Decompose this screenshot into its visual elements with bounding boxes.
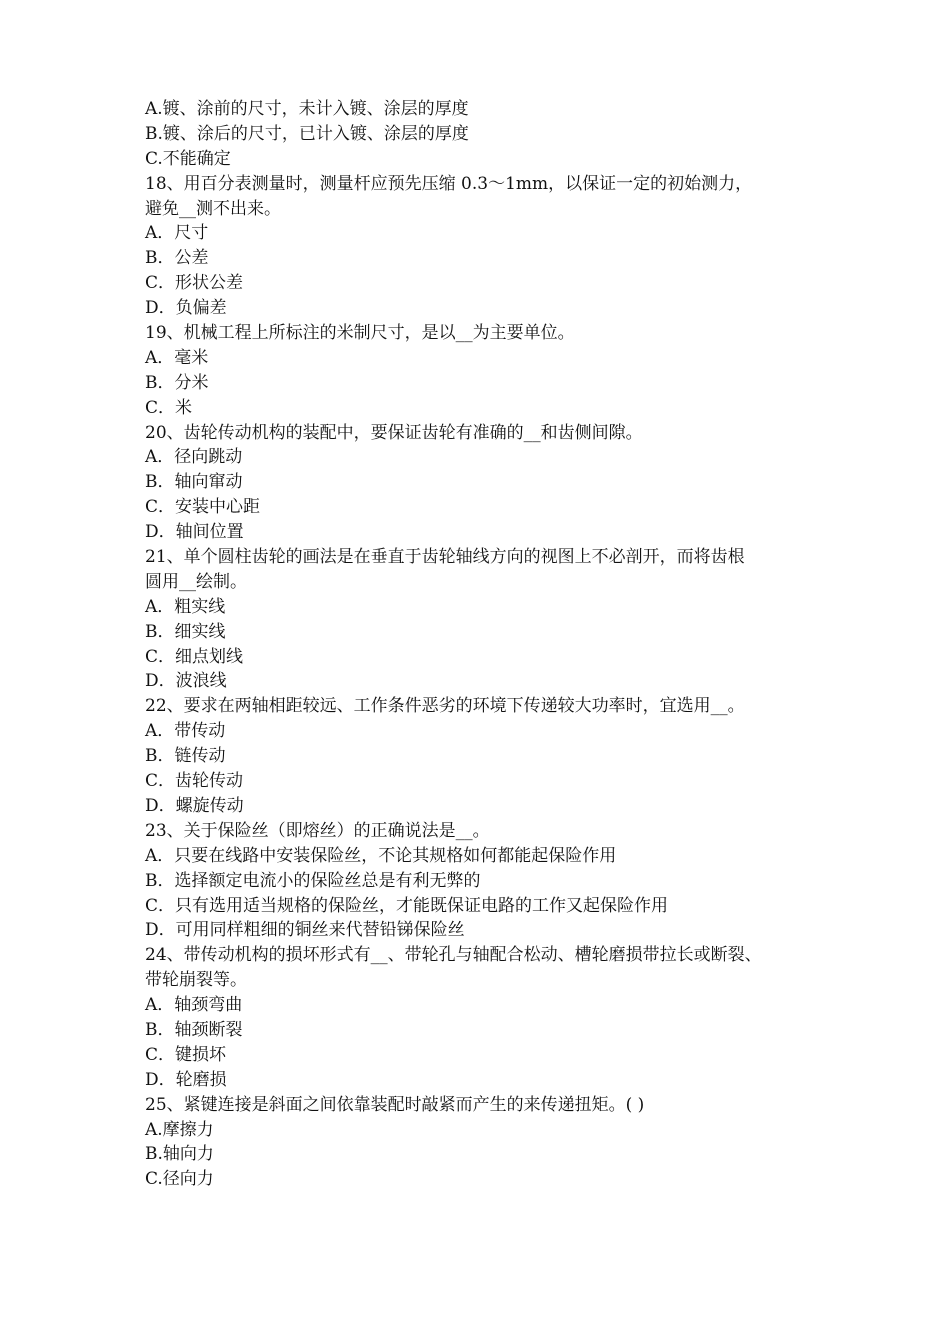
question-25: 25、紧键连接是斜面之间依靠装配时敲紧而产生的来传递扭矩。( ) [145, 1094, 645, 1115]
option-line: A．只要在线路中安装保险丝，不论其规格如何都能起保险作用 [145, 845, 617, 866]
option-line: C．形状公差 [145, 273, 244, 294]
option-line: D．可用同样粗细的铜丝来代替铅锑保险丝 [145, 920, 465, 941]
option-line: B．公差 [145, 248, 209, 269]
question-24-line-1: 24、带传动机构的损坏形式有__、带轮孔与轴配合松动、槽轮磨损带拉长或断裂、 [145, 945, 762, 966]
question-21-line-1: 21、单个圆柱齿轮的画法是在垂直于齿轮轴线方向的视图上不必剖开，而将齿根 [145, 547, 745, 568]
option-line: C．米 [145, 397, 193, 418]
option-line: C．细点划线 [145, 646, 244, 667]
option-line: C．安装中心距 [145, 497, 261, 518]
option-line: A．尺寸 [145, 223, 209, 244]
question-23: 23、关于保险丝（即熔丝）的正确说法是__。 [145, 820, 490, 841]
option-line: B．轴颈断裂 [145, 1019, 243, 1040]
question-20: 20、齿轮传动机构的装配中，要保证齿轮有准确的__和齿侧间隙。 [145, 422, 643, 443]
option-line: A．轴颈弯曲 [145, 995, 243, 1016]
option-line: C.不能确定 [145, 148, 231, 169]
option-line: C．键损坏 [145, 1044, 227, 1065]
option-line: B.轴向力 [145, 1144, 214, 1165]
option-line: C.径向力 [145, 1169, 214, 1190]
question-18-line-2: 避免__测不出来。 [145, 198, 281, 219]
option-line: D．轴间位置 [145, 522, 244, 543]
question-18-line-1: 18、用百分表测量时，测量杆应预先压缩 0.3～1mm，以保证一定的初始测力， [145, 173, 753, 194]
question-24-line-2: 带轮崩裂等。 [145, 970, 247, 991]
option-line: A.摩擦力 [145, 1119, 214, 1140]
option-line: A.镀、涂前的尺寸，未计入镀、涂层的厚度 [145, 99, 469, 119]
option-line: D．负偏差 [145, 298, 227, 319]
option-line: D．波浪线 [145, 671, 227, 692]
option-line: B.镀、涂后的尺寸，已计入镀、涂层的厚度 [145, 123, 469, 144]
document-body [145, 97, 825, 1192]
option-line: C．齿轮传动 [145, 771, 244, 792]
option-line: B．选择额定电流小的保险丝总是有利无弊的 [145, 870, 481, 891]
question-22: 22、要求在两轴相距较远、工作条件恶劣的环境下传递较大功率时，宜选用__。 [145, 696, 745, 717]
option-line: B．链传动 [145, 746, 226, 767]
question-21-line-2: 圆用__绘制。 [145, 571, 247, 592]
option-line: A．带传动 [145, 721, 226, 742]
option-line: A．毫米 [145, 347, 209, 368]
option-line: B．细实线 [145, 621, 226, 642]
option-line: C．只有选用适当规格的保险丝，才能既保证电路的工作又起保险作用 [145, 895, 669, 916]
question-19: 19、机械工程上所标注的米制尺寸，是以__为主要单位。 [145, 323, 575, 344]
option-line: B．轴向窜动 [145, 472, 243, 493]
option-line: D．轮磨损 [145, 1069, 227, 1090]
option-line: B．分米 [145, 372, 209, 393]
option-line: D．螺旋传动 [145, 795, 244, 816]
option-line: A．径向跳动 [145, 447, 243, 468]
option-line: A．粗实线 [145, 596, 226, 617]
